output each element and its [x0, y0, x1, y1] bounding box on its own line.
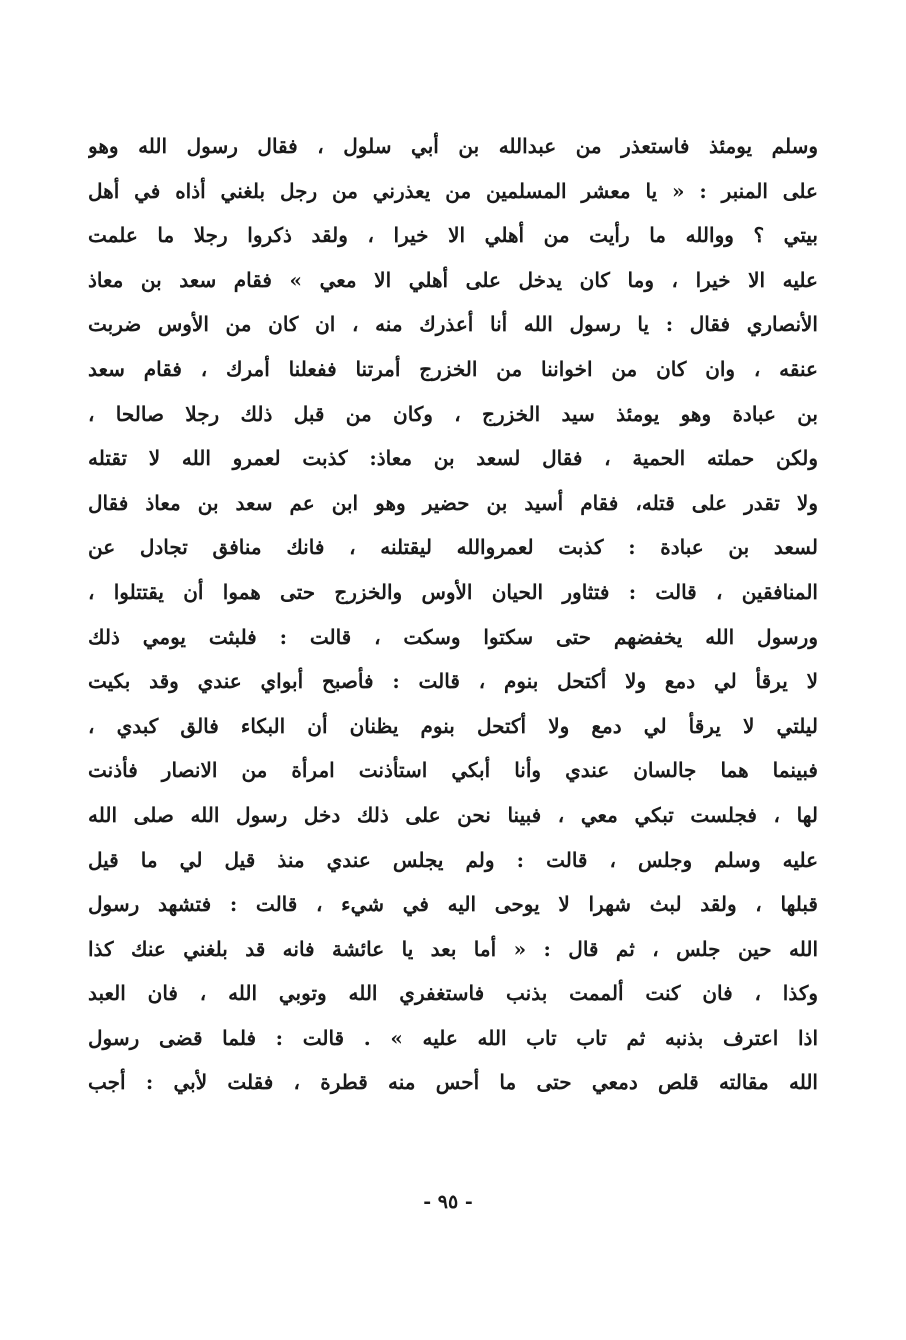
text-line-10: لسعد بن عبادة : كذبت لعمروالله ليقتلنه ، فانك منافق تجادل عن	[88, 535, 818, 560]
text-line-20: وكذا ، فان كنت ألممت بذنب فاستغفري الله وتوبي الله ، فان العبد	[88, 981, 818, 1006]
text-line-8: ولكن حملته الحمية ، فقال لسعد بن معاذ: كذبت لعمرو الله لا تقتله	[88, 446, 818, 471]
text-line-21: اذا اعترف بذنبه ثم تاب تاب الله عليه » . قالت : فلما قضى رسول	[88, 1025, 818, 1050]
text-line-11: المنافقين ، قالت : فتثاور الحيان الأوس والخزرج حتى هموا أن يقتتلوا ،	[88, 579, 818, 604]
text-line-5: الأنصاري فقال : يا رسول الله أنا أعذرك منه ، ان كان من الأوس ضربت	[88, 312, 818, 337]
text-line-15: فبينما هما جالسان عندي وأنا أبكي استأذنت امرأة من الانصار فأذنت	[88, 758, 818, 783]
body-text	[88, 124, 818, 1105]
text-line-4: عليه الا خيرا ، وما كان يدخل على أهلي الا معي » فقام سعد بن معاذ	[88, 267, 818, 292]
text-line-7: بن عبادة وهو يومئذ سيد الخزرج ، وكان من قبل ذلك رجلا صالحا ،	[88, 401, 818, 426]
text-line-14: ليلتي لا يرقأ لي دمع ولا أكتحل بنوم يظنان أن البكاء فالق كبدي ،	[88, 713, 818, 738]
text-line-12: ورسول الله يخفضهم حتى سكتوا وسكت ، قالت : فلبثت يومي ذلك	[88, 624, 818, 649]
text-line-16: لها ، فجلست تبكي معي ، فبينا نحن على ذلك دخل رسول الله صلى الله	[88, 802, 818, 827]
text-line-19: الله حين جلس ، ثم قال : « أما بعد يا عائشة فانه قد بلغني عنك كذا	[88, 936, 818, 961]
text-line-1: وسلم يومئذ فاستعذر من عبدالله بن أبي سلول ، فقال رسول الله وهو	[88, 134, 818, 158]
text-line-18: قبلها ، ولقد لبث شهرا لا يوحى اليه في شيء ، قالت : فتشهد رسول	[88, 892, 818, 917]
page-number: - ٩٥ -	[423, 1191, 473, 1213]
text-line-6: عنقه ، وان كان من اخواننا من الخزرج أمرتنا ففعلنا أمرك ، فقام سعد	[88, 356, 818, 381]
text-line-9: ولا تقدر على قتله، فقام أسيد بن حضير وهو ابن عم سعد بن معاذ فقال	[88, 490, 818, 515]
text-line-3: بيتي ؟ ووالله ما رأيت من أهلي الا خيرا ، ولقد ذكروا رجلا ما علمت	[88, 223, 818, 248]
text-line-17: عليه وسلم وجلس ، قالت : ولم يجلس عندي منذ قيل لي ما قيل	[88, 847, 818, 872]
text-line-13: لا يرقأ لي دمع ولا أكتحل بنوم ، قالت : فأصبح أبواي عندي وقد بكيت	[88, 669, 818, 694]
text-line-22: الله مقالته قلص دمعي حتى ما أحس منه قطرة ، فقلت لأبي : أجب	[88, 1070, 818, 1095]
text-line-2: على المنبر : « يا معشر المسلمين من يعذرني من رجل بلغني أذاه في أهل	[88, 178, 818, 203]
